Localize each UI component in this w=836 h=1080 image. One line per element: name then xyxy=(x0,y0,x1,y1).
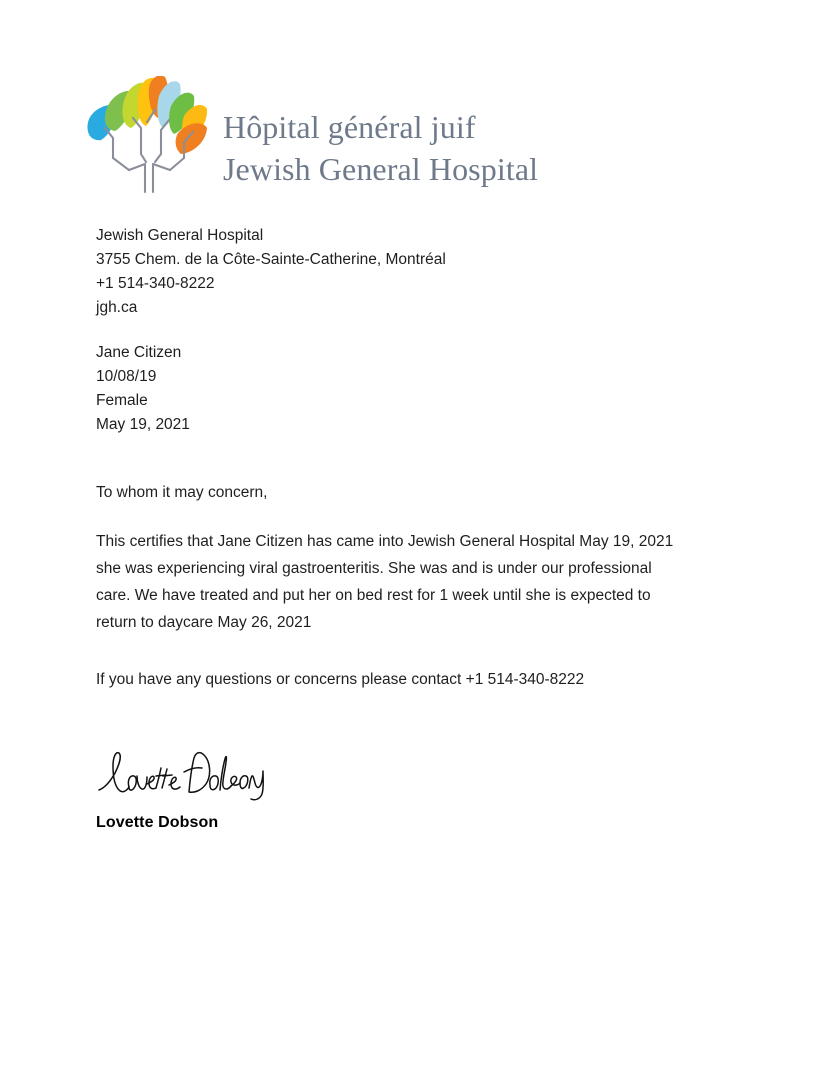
sender-address-block xyxy=(96,224,446,320)
salutation xyxy=(96,481,267,505)
signature-area xyxy=(96,748,268,832)
letter-body-text: This certifies that Jane Citizen has came into Jewish General Hospital May 19, 2021 she was experiencing viral gastroenteritis. She was and is under our professional care. We have treated and put her on bed rest for 1 week until she is expected to return to daycare May 26, 2021 xyxy=(96,533,674,631)
letterhead xyxy=(83,76,538,194)
letter-body xyxy=(96,528,676,636)
wordmark-english: Jewish General Hospital xyxy=(223,151,539,187)
letter-date: May 19, 2021 xyxy=(96,416,190,433)
patient-date-of-birth: 10/08/19 xyxy=(96,368,157,385)
sender-website: jgh.ca xyxy=(96,299,138,316)
wordmark-french: Hôpital général juif xyxy=(223,108,476,145)
patient-name: Jane Citizen xyxy=(96,344,182,361)
jgh-tree-logo-icon xyxy=(83,76,211,194)
sender-street: 3755 Chem. de la Côte-Sainte-Catherine, Montréal xyxy=(96,251,446,268)
patient-sex: Female xyxy=(96,392,148,409)
sender-name: Jewish General Hospital xyxy=(96,227,264,244)
signatory-printed-name: Lovette Dobson xyxy=(96,814,219,831)
handwritten-signature-icon xyxy=(96,748,268,804)
sender-phone: +1 514-340-8222 xyxy=(96,275,215,292)
logo-wordmark xyxy=(223,80,538,190)
contact-text: If you have any questions or concerns please contact +1 514-340-8222 xyxy=(96,671,585,688)
contact-line xyxy=(96,668,584,692)
patient-info-block xyxy=(96,341,190,437)
salutation-text: To whom it may concern, xyxy=(96,484,268,501)
